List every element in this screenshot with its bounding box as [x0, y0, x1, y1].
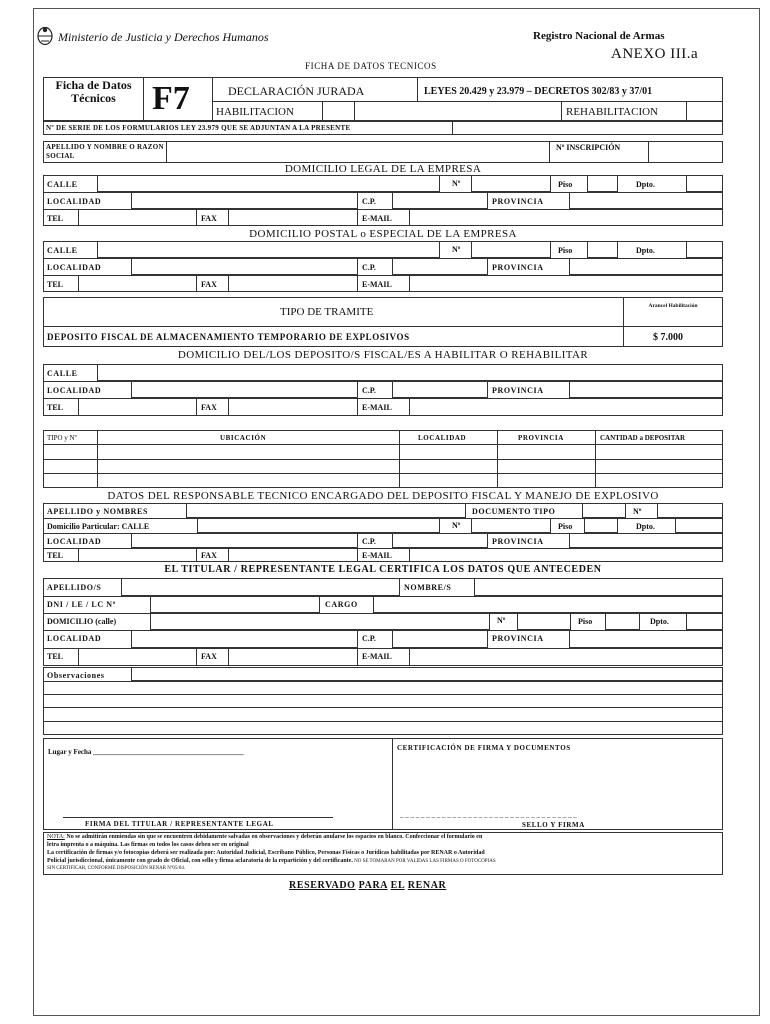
responsable-calle-input[interactable]: [197, 518, 440, 533]
note-line-5: SIN CERTIFICAR, CONFORME DISPOSICIÓN RENAR Nº05/04.: [47, 866, 186, 871]
deposito-calle-input[interactable]: [97, 364, 723, 381]
documento-numero-label: Nº: [633, 507, 642, 516]
renar-word: RENAR: [407, 880, 447, 891]
postal-email-label: E-MAIL: [362, 280, 392, 289]
domicilio-legal-title: DOMICILIO LEGAL DE LA EMPRESA: [284, 163, 482, 175]
documento-tipo-label: DOCUMENTO TIPO: [472, 507, 556, 516]
responsable-dpto-label: Dpto.: [636, 522, 655, 531]
responsable-title: DATOS DEL RESPONSABLE TECNICO ENCARGADO DEL DEPOSITO FISCAL Y MANEJO DE EXPLOSIVO: [107, 490, 659, 502]
rehabilitacion-checkbox[interactable]: [686, 101, 723, 121]
deposito-localidad-input[interactable]: [131, 381, 358, 398]
legal-provincia-input[interactable]: [569, 192, 723, 209]
titular-cp-input[interactable]: [392, 630, 488, 648]
postal-email-input[interactable]: [409, 275, 723, 292]
legal-piso-input[interactable]: [587, 175, 618, 192]
titular-tel-input[interactable]: [78, 648, 197, 666]
habilitacion-checkbox[interactable]: [322, 101, 355, 121]
deposito-fax-label: FAX: [201, 403, 217, 412]
coat-of-arms-icon: [36, 26, 54, 46]
deposito-cp-label: C.P.: [362, 386, 376, 395]
titular-cargo-input[interactable]: [373, 596, 723, 613]
postal-fax-label: FAX: [201, 280, 217, 289]
table-header-cantidad: CANTIDAD a DEPOSITAR: [600, 434, 686, 442]
domicilio-deposito-title: DOMICILIO DEL/LOS DEPOSITO/S FISCAL/ES A HABILITAR O REHABILITAR: [177, 349, 589, 361]
legal-localidad-label: LOCALIDAD: [47, 197, 102, 206]
arancel-label: Arancel Habilitación: [648, 303, 698, 309]
titular-nombres-label: NOMBRE/S: [404, 583, 452, 592]
note-line-4b: NO SE TOMARAN POR VALIDAS LAS FIRMAS O FOTOCOPIAS: [352, 859, 496, 864]
legal-email-input[interactable]: [409, 209, 723, 226]
legal-provincia-label: PROVINCIA: [492, 197, 544, 206]
note-line-4: [47, 858, 496, 864]
responsable-piso-input[interactable]: [584, 518, 618, 533]
titular-apellidos-input[interactable]: [121, 578, 400, 596]
titular-dpto-input[interactable]: [686, 613, 723, 630]
certificacion-label: CERTIFICACIÓN DE FIRMA Y DOCUMENTOS: [397, 744, 571, 752]
postal-calle-label: CALLE: [47, 246, 78, 255]
postal-calle-input[interactable]: [97, 241, 440, 258]
responsable-apellido-label: APELLIDO y NOMBRES: [47, 507, 149, 516]
lugar-fecha[interactable]: Lugar y Fecha ___________________________________________: [48, 748, 244, 756]
postal-cp-input[interactable]: [392, 258, 488, 275]
legal-fax-label: FAX: [201, 214, 217, 223]
responsable-numero-input[interactable]: [471, 518, 551, 533]
table-header-localidad: LOCALIDAD: [418, 434, 467, 442]
postal-numero-input[interactable]: [471, 241, 551, 258]
table-header-provincia: PROVINCIA: [518, 434, 564, 442]
postal-provincia-input[interactable]: [569, 258, 723, 275]
legal-piso-label: Piso: [558, 180, 573, 189]
postal-cp-label: C.P.: [362, 263, 376, 272]
postal-numero-label: Nº: [452, 245, 461, 254]
titular-domicilio-label: DOMICILIO (calle): [47, 617, 117, 626]
registry-name: Registro Nacional de Armas: [533, 30, 665, 42]
firma-titular-label: FIRMA DEL TITULAR / REPRESENTANTE LEGAL: [85, 820, 274, 828]
sello-firma-line: _ _ _ _ _ _ _ _ _ _ _ _ _ _ _ _ _ _ _ _ _ _ _ _ _ _ _ _ _ _ _ _ _ _: [400, 811, 577, 819]
arancel-value: $ 7.000: [653, 332, 683, 343]
titular-email-label: E-MAIL: [362, 652, 392, 661]
habilitacion-label: HABILITACION: [216, 106, 294, 118]
responsable-email-label: E-MAIL: [362, 551, 392, 560]
leyes-label: LEYES 20.429 y 23.979 – DECRETOS 302/83 y 37/01: [424, 86, 653, 97]
observaciones-label: Observaciones: [47, 671, 105, 680]
postal-dpto-label: Dpto.: [636, 246, 655, 255]
responsable-email-input[interactable]: [409, 548, 723, 562]
deposito-fax-input[interactable]: [228, 398, 358, 416]
declaracion-jurada: DECLARACIÓN JURADA: [228, 84, 365, 98]
el-word: EL: [390, 880, 405, 891]
legal-fax-input[interactable]: [228, 209, 358, 226]
deposito-provincia-input[interactable]: [569, 381, 723, 398]
legal-tel-label: TEL: [47, 214, 64, 223]
note-line-2: letra imprenta o a máquina. Las firmas en todos los casos deben ser en original: [47, 842, 249, 848]
postal-localidad-label: LOCALIDAD: [47, 263, 102, 272]
responsable-apellido-input[interactable]: [186, 503, 466, 518]
legal-cp-input[interactable]: [392, 192, 488, 209]
titular-dni-input[interactable]: [150, 596, 320, 613]
titular-cargo-label: CARGO: [325, 600, 358, 609]
responsable-localidad-input[interactable]: [131, 533, 358, 548]
form-code: F7: [152, 80, 190, 117]
responsable-cp-label: C.P.: [362, 537, 376, 546]
note-label: NOTA:: [47, 834, 65, 840]
deposito-localidad-label: LOCALIDAD: [47, 386, 102, 395]
titular-email-input[interactable]: [409, 648, 723, 666]
titular-fax-input[interactable]: [228, 648, 358, 666]
inscripcion-label: Nº INSCRIPCIÓN: [556, 143, 621, 152]
ministry-name: Ministerio de Justicia y Derechos Humanos: [58, 30, 269, 44]
responsable-piso-label: Piso: [558, 522, 573, 531]
titular-fax-label: FAX: [201, 652, 217, 661]
postal-dpto-input[interactable]: [686, 241, 723, 258]
legal-tel-input[interactable]: [78, 209, 197, 226]
sello-firma-label: SELLO Y FIRMA: [522, 821, 585, 829]
documento-numero-input[interactable]: [657, 503, 723, 518]
reservado-renar: [289, 880, 446, 891]
titular-numero-label: Nº: [497, 616, 506, 625]
postal-tel-input[interactable]: [78, 275, 197, 292]
responsable-cp-input[interactable]: [392, 533, 488, 548]
legal-dpto-input[interactable]: [686, 175, 723, 192]
responsable-numero-label: Nº: [452, 521, 461, 530]
responsable-fax-input[interactable]: [228, 548, 358, 562]
titular-provincia-input[interactable]: [569, 630, 723, 648]
titular-numero-input[interactable]: [517, 613, 571, 630]
responsable-dpto-input[interactable]: [675, 518, 723, 533]
responsable-tel-label: TEL: [47, 551, 64, 560]
note-line-4a: Policial jurisdiccional, únicamente con grado de Oficial, con sello y firma aclaratoria de la repartición y del certificante.: [47, 858, 353, 864]
legal-cp-label: C.P.: [362, 197, 376, 206]
annex-label: ANEXO III.a: [611, 46, 699, 62]
documento-tipo-input[interactable]: [582, 503, 626, 518]
tipo-tramite-title: TIPO DE TRAMITE: [280, 306, 374, 318]
inscripcion-input[interactable]: [648, 141, 723, 163]
table-header-tipo: TIPO y Nº: [47, 434, 77, 442]
deposito-provincia-label: PROVINCIA: [492, 386, 544, 395]
postal-fax-input[interactable]: [228, 275, 358, 292]
postal-provincia-label: PROVINCIA: [492, 263, 544, 272]
deposito-cp-input[interactable]: [392, 381, 488, 398]
deposito-email-label: E-MAIL: [362, 403, 392, 412]
postal-piso-label: Piso: [558, 246, 573, 255]
deposito-calle-label: CALLE: [47, 369, 78, 378]
deposito-fiscal-label: DEPOSITO FISCAL DE ALMACENAMIENTO TEMPORARIO DE EXPLOSIVOS: [47, 332, 410, 342]
legal-calle-input[interactable]: [97, 175, 440, 192]
reservado-word: RESERVADO: [289, 880, 356, 891]
titular-title: EL TITULAR / REPRESENTANTE LEGAL CERTIFICA LOS DATOS QUE ANTECEDEN: [164, 564, 602, 575]
serie-label: Nº DE SERIE DE LOS FORMULARIOS LEY 23.979 QUE SE ADJUNTAN A LA PRESENTE: [46, 124, 351, 132]
responsable-localidad-label: LOCALIDAD: [47, 537, 102, 546]
responsable-fax-label: FAX: [201, 551, 217, 560]
deposito-tel-label: TEL: [47, 403, 64, 412]
legal-dpto-label: Dpto.: [636, 180, 655, 189]
serie-input[interactable]: [452, 121, 723, 135]
note-line-1: [47, 834, 482, 840]
ficha-label: Ficha de Datos Técnicos: [55, 78, 132, 105]
titular-localidad-label: LOCALIDAD: [47, 634, 102, 643]
table-header-ubicacion: UBICACIÓN: [220, 434, 267, 442]
titular-domicilio-input[interactable]: [150, 613, 490, 630]
titular-piso-input[interactable]: [605, 613, 640, 630]
titular-piso-label: Piso: [578, 617, 593, 626]
deposito-tel-input[interactable]: [78, 398, 197, 416]
titular-dni-label: DNI / LE / LC Nº: [47, 600, 116, 609]
deposito-email-input[interactable]: [409, 398, 723, 416]
titular-localidad-input[interactable]: [131, 630, 358, 648]
titular-apellidos-label: APELLIDO/S: [47, 583, 102, 592]
para-word: PARA: [358, 880, 388, 891]
postal-localidad-input[interactable]: [131, 258, 358, 275]
titular-provincia-label: PROVINCIA: [492, 634, 544, 643]
ficha-title: FICHA DE DATOS TECNICOS: [305, 61, 437, 71]
legal-calle-label: CALLE: [47, 180, 78, 189]
responsable-provincia-label: PROVINCIA: [492, 537, 544, 546]
titular-cp-label: C.P.: [362, 634, 376, 643]
note-line-3: La certificación de firmas y/o fotocopias deberá ser realizada por: Autoridad Judicial, Escribano Público, Personas Físicas o Jurídicas habilitadas por RENAR o Autoridad: [47, 850, 485, 856]
titular-nombres-input[interactable]: [474, 578, 723, 596]
legal-numero-label: Nº: [452, 179, 461, 188]
postal-tel-label: TEL: [47, 280, 64, 289]
domicilio-particular-label: Domicilio Particular: CALLE: [47, 522, 150, 531]
responsable-provincia-input[interactable]: [569, 533, 723, 548]
responsable-tel-input[interactable]: [78, 548, 197, 562]
observaciones-input[interactable]: [131, 667, 723, 681]
legal-numero-input[interactable]: [471, 175, 551, 192]
postal-piso-input[interactable]: [587, 241, 618, 258]
razon-social-label: APELLIDO Y NOMBRE O RAZON SOCIAL: [46, 143, 164, 160]
legal-email-label: E-MAIL: [362, 214, 392, 223]
legal-localidad-input[interactable]: [131, 192, 358, 209]
note-line-1-text: No se admitirán enmiendas sin que se encuentren debidamente salvadas en observaciones y deberán anularse los espacios en blanco. Confeccionar el formulario en: [64, 834, 483, 840]
rehabilitacion-label: REHABILITACION: [566, 106, 658, 118]
titular-dpto-label: Dpto.: [650, 617, 669, 626]
domicilio-postal-title: DOMICILIO POSTAL o ESPECIAL DE LA EMPRESA: [249, 228, 517, 240]
razon-social-input[interactable]: [166, 141, 550, 163]
titular-tel-label: TEL: [47, 652, 64, 661]
